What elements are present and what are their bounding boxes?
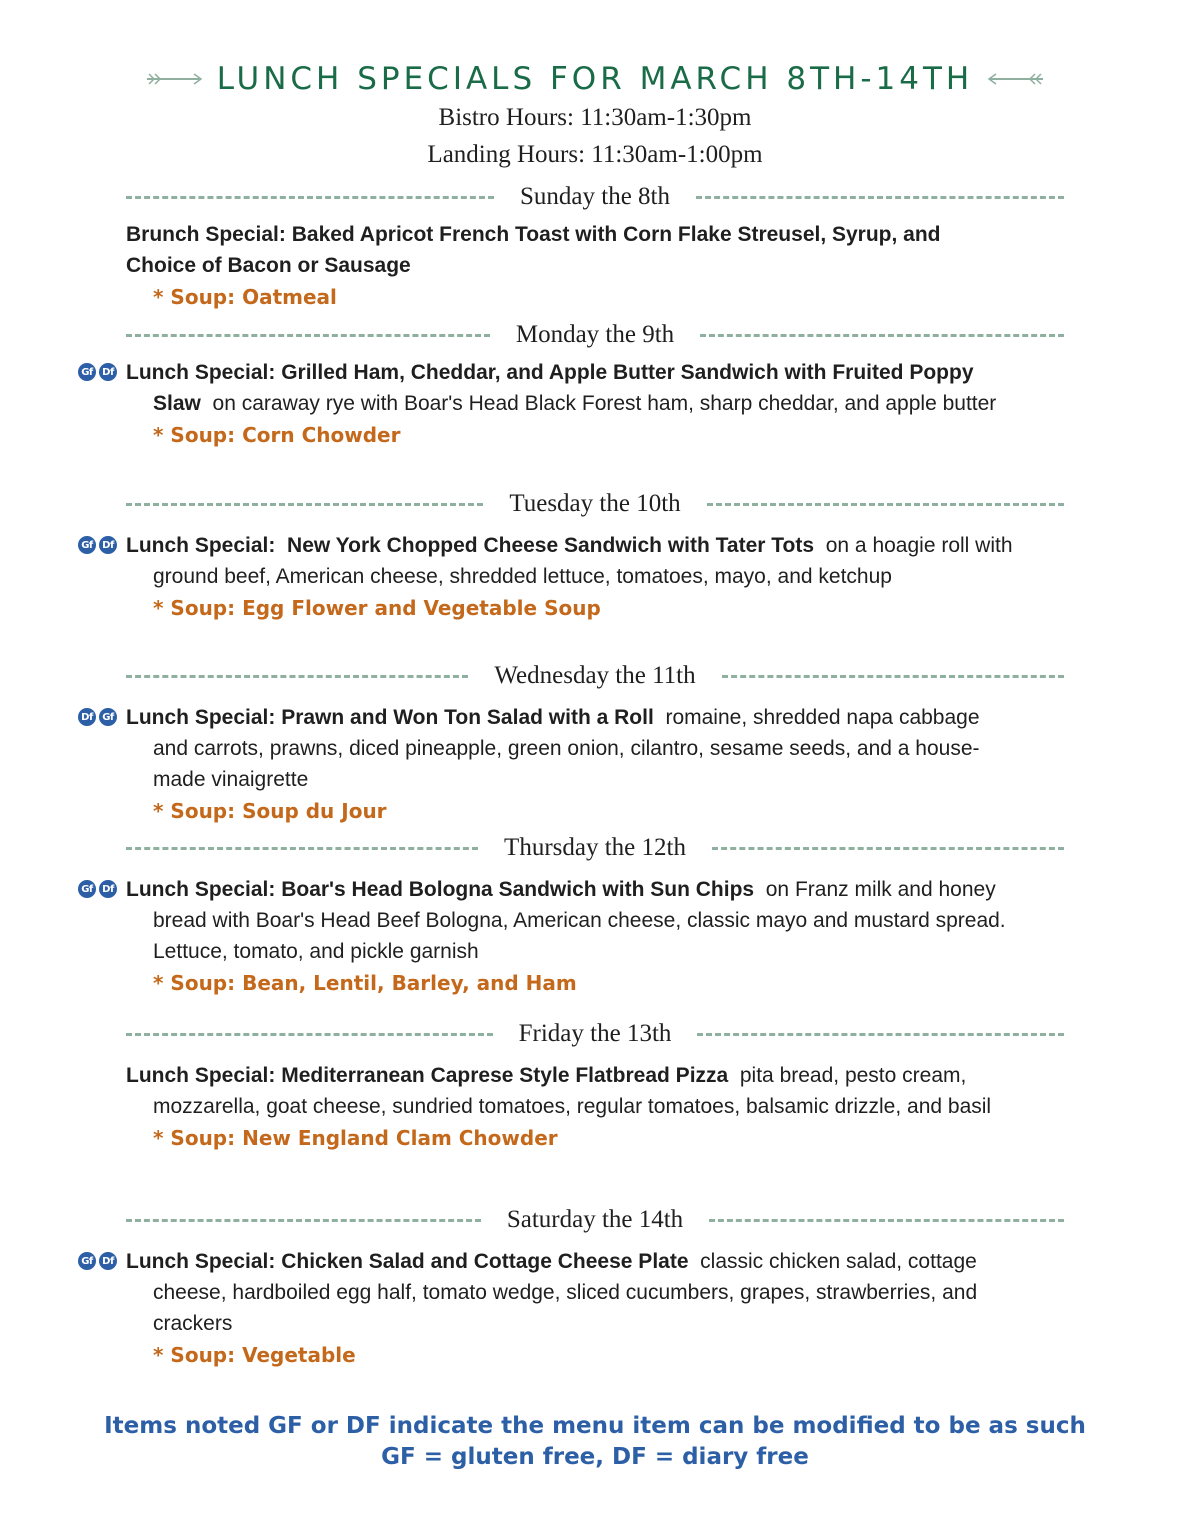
item-description: Lunch Special: Boar's Head Bologna Sandwich with Sun Chips on Franz milk and honey bread with Boar's Head Beef Bologna, American cheese, classic mayo and mustard spread. Lettuce, tomato, and pickle garnish xyxy=(126,878,1006,963)
soup-line: * Soup: Soup du Jour xyxy=(153,799,387,823)
arrow-right-icon xyxy=(145,72,203,86)
soup-line: * Soup: New England Clam Chowder xyxy=(153,1126,558,1150)
day-heading: Friday the 13th xyxy=(518,1020,672,1047)
footnote-line-1: Items noted GF or DF indicate the menu item can be modified to be as such xyxy=(104,1413,1086,1439)
day-heading: Wednesday the 11th xyxy=(494,662,696,689)
soup-line: * Soup: Oatmeal xyxy=(153,285,337,309)
day-divider-monday xyxy=(126,321,1064,349)
dietary-badges xyxy=(78,708,117,726)
dairy-free-icon: Df xyxy=(99,1252,117,1270)
menu-item-friday xyxy=(126,1060,1016,1154)
item-description: Brunch Special: Baked Apricot French Toast with Corn Flake Streusel, Syrup, and Choice of Bacon or Sausage xyxy=(126,223,941,277)
item-description: Lunch Special: Grilled Ham, Cheddar, and Apple Butter Sandwich with Fruited Poppy Slaw on caraway rye with Boar's Head Black Forest ham, sharp cheddar, and apple butter xyxy=(126,361,997,415)
dietary-badges xyxy=(78,1252,117,1270)
day-divider-tuesday xyxy=(126,490,1064,518)
gluten-free-icon: Gf xyxy=(78,363,96,381)
dairy-free-icon: Df xyxy=(99,880,117,898)
menu-item-sunday xyxy=(126,219,1016,313)
day-heading: Saturday the 14th xyxy=(506,1206,684,1233)
item-description: Lunch Special: Chicken Salad and Cottage Cheese Plate classic chicken salad, cottage cheese, hardboiled egg half, tomato wedge, sliced cucumbers, grapes, strawberries, and crackers xyxy=(126,1250,978,1335)
gluten-free-icon: Gf xyxy=(99,708,117,726)
soup-line: * Soup: Bean, Lentil, Barley, and Ham xyxy=(153,971,577,995)
gluten-free-icon: Gf xyxy=(78,880,96,898)
day-divider-friday xyxy=(126,1020,1064,1048)
menu-item-thursday xyxy=(126,874,1016,999)
day-heading: Tuesday the 10th xyxy=(509,490,681,517)
landing-hours: Landing Hours: 11:30am-1:00pm xyxy=(427,141,763,168)
item-description: Lunch Special: New York Chopped Cheese Sandwich with Tater Tots on a hoagie roll with ground beef, American cheese, shredded lettuce, tomatoes, mayo, and ketchup xyxy=(126,534,1013,588)
day-heading: Sunday the 8th xyxy=(520,183,670,210)
page-title: LUNCH SPECIALS FOR MARCH 8TH-14TH xyxy=(216,61,974,97)
gluten-free-icon: Gf xyxy=(78,1252,96,1270)
dairy-free-icon: Df xyxy=(78,708,96,726)
item-description: Lunch Special: Prawn and Won Ton Salad with a Roll romaine, shredded napa cabbage and carrots, prawns, diced pineapple, green onion, cilantro, sesame seeds, and a house-made vinaigrette xyxy=(126,706,980,791)
soup-line: * Soup: Egg Flower and Vegetable Soup xyxy=(153,596,601,620)
day-divider-saturday xyxy=(126,1206,1064,1234)
day-divider-thursday xyxy=(126,834,1064,862)
footnote-line-2: GF = gluten free, DF = diary free xyxy=(381,1444,809,1470)
menu-item-saturday xyxy=(126,1246,1016,1371)
day-heading: Thursday the 12th xyxy=(504,834,686,861)
bistro-hours: Bistro Hours: 11:30am-1:30pm xyxy=(438,104,752,131)
dietary-badges xyxy=(78,363,117,381)
dietary-badges xyxy=(78,536,117,554)
day-heading: Monday the 9th xyxy=(515,321,675,348)
day-divider-wednesday xyxy=(126,662,1064,690)
gluten-free-icon: Gf xyxy=(78,536,96,554)
dairy-free-icon: Df xyxy=(99,536,117,554)
title-row xyxy=(0,56,1190,102)
menu-item-monday xyxy=(126,357,1016,451)
dairy-free-icon: Df xyxy=(99,363,117,381)
item-description: Lunch Special: Mediterranean Caprese Style Flatbread Pizza pita bread, pesto cream, mozzarella, goat cheese, sundried tomatoes, regular tomatoes, balsamic drizzle, and basil xyxy=(126,1064,992,1118)
menu-item-tuesday xyxy=(126,530,1016,624)
day-divider-sunday xyxy=(126,183,1064,211)
menu-item-wednesday xyxy=(126,702,1016,827)
dietary-badges xyxy=(78,880,117,898)
soup-line: * Soup: Corn Chowder xyxy=(153,423,401,447)
arrow-left-icon xyxy=(987,72,1045,86)
soup-line: * Soup: Vegetable xyxy=(153,1343,356,1367)
